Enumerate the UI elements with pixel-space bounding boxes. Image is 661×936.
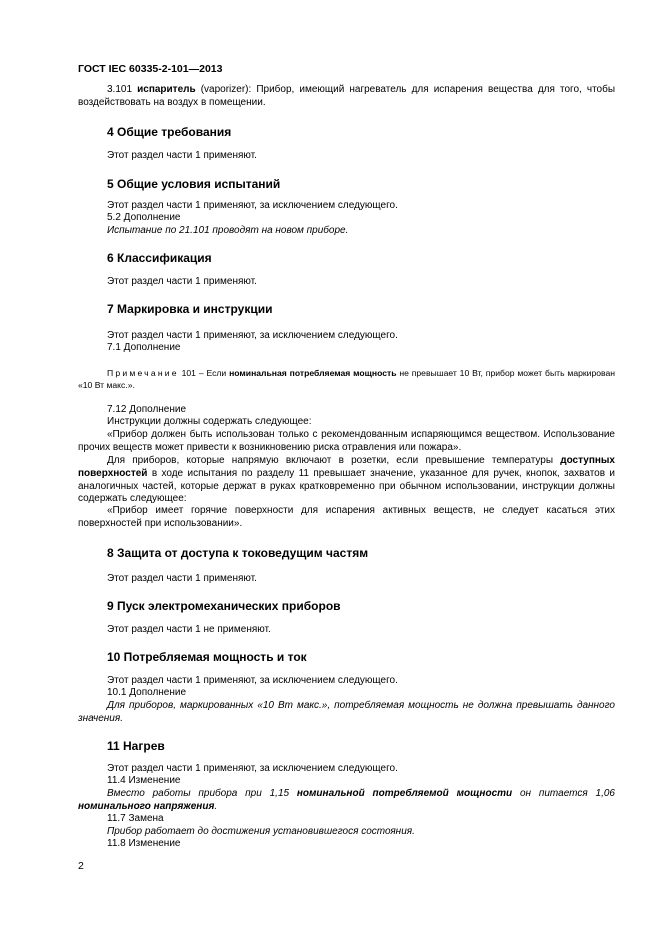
page-number: 2: [78, 860, 84, 872]
section-11-text: Этот раздел части 1 применяют, за исключением следующего.: [107, 763, 398, 774]
clause-10-1: 10.1 Дополнение: [107, 687, 187, 698]
document-header: ГОСТ IEC 60335-2-101—2013: [78, 63, 223, 75]
section-10-text: Этот раздел части 1 применяют, за исключением следующего.: [107, 675, 398, 686]
section-8-title: 8 Защита от доступа к токоведущим частям: [107, 546, 369, 560]
clause-5-2: 5.2 Дополнение: [107, 212, 181, 223]
clause-10-1-text: Для приборов, маркированных «10 Вт макс.», потребляемая мощность не должна превышать данного значения.: [78, 700, 615, 724]
clause-11-4-e: .: [214, 800, 218, 812]
clause-11-4-c: он питается 1,06: [512, 788, 615, 799]
section-9-text: Этот раздел части 1 не применяют.: [107, 624, 271, 635]
term-rated-power: номинальной потребляемой мощности: [296, 788, 513, 799]
section-4-title: 4 Общие требования: [107, 125, 232, 139]
clause-11-4: 11.4 Изменение: [107, 775, 181, 786]
section-5-title: 5 Общие условия испытаний: [107, 177, 281, 191]
clause-5-2-text: Испытание по 21.101 проводят на новом приборе.: [107, 225, 349, 236]
section-8-text: Этот раздел части 1 применяют.: [107, 573, 257, 584]
condition-term: доступных поверхностей: [78, 455, 615, 479]
section-5-text: Этот раздел части 1 применяют, за исключением следующего.: [107, 200, 398, 211]
clause-11-8: 11.8 Изменение: [107, 838, 181, 849]
clause-11-7: 11.7 Замена: [107, 813, 164, 824]
instructions-condition: [78, 455, 615, 506]
note-text-c: не превышает 10 Вт, прибор может быть маркирован «10 Вт макс.».: [78, 368, 615, 390]
definition-text: (vaporizer): Прибор, имеющий нагреватель для испарения вещества для того, чтобы воздействовать на воздух в помещении.: [78, 84, 616, 108]
clause-7-1: 7.1 Дополнение: [107, 342, 181, 353]
clause-11-4-a: Вместо работы прибора при 1,15: [107, 788, 297, 799]
clause-11-4-text: [78, 788, 615, 814]
instructions-intro: Инструкции должны содержать следующее:: [107, 416, 312, 427]
note-text-a: 101 – Если: [178, 368, 230, 378]
section-4-text: Этот раздел части 1 применяют.: [107, 150, 257, 161]
section-11-title: 11 Нагрев: [107, 739, 165, 753]
definition-3-101: [78, 84, 615, 110]
term-rated-voltage: номинального напряжения: [78, 800, 215, 812]
instruction-quote-1: «Прибор должен быть использован только с рекомендованным испаряющимся веществом. Использование прочих веществ может привести к возникновению риска отравления или пожара».: [78, 429, 615, 453]
clause-number: 3.101: [107, 84, 133, 95]
section-10-title: 10 Потребляемая мощность и ток: [107, 650, 307, 664]
section-7-title: 7 Маркировка и инструкции: [107, 302, 273, 316]
clause-7-12: 7.12 Дополнение: [107, 404, 187, 415]
condition-text-c: в ходе испытания по разделу 11 превышает значение, указанное для ручек, кнопок, захватов и аналогичных частей, которые держат в руках кратковременно при обычном использовании, инструкции должны содержать следующее:: [78, 467, 615, 505]
condition-text-a: Для приборов, которые напрямую включают в розетки, если превышение температуры: [107, 455, 561, 466]
section-9-title: 9 Пуск электромеханических приборов: [107, 599, 341, 613]
note-101: [78, 368, 615, 391]
note-label: Примечание: [107, 368, 179, 378]
section-6-text: Этот раздел части 1 применяют.: [107, 276, 257, 287]
section-7-text: Этот раздел части 1 применяют, за исключением следующего.: [107, 330, 398, 341]
section-6-title: 6 Классификация: [107, 251, 212, 265]
instruction-quote-2: «Прибор имеет горячие поверхности для испарения активных веществ, не следует касаться этих поверхностей при использовании».: [78, 505, 615, 529]
defined-term: испаритель: [137, 84, 196, 95]
note-term: номинальная потребляемая мощность: [229, 368, 397, 378]
clause-11-7-text: Прибор работает до достижения установившегося состояния.: [107, 826, 415, 837]
